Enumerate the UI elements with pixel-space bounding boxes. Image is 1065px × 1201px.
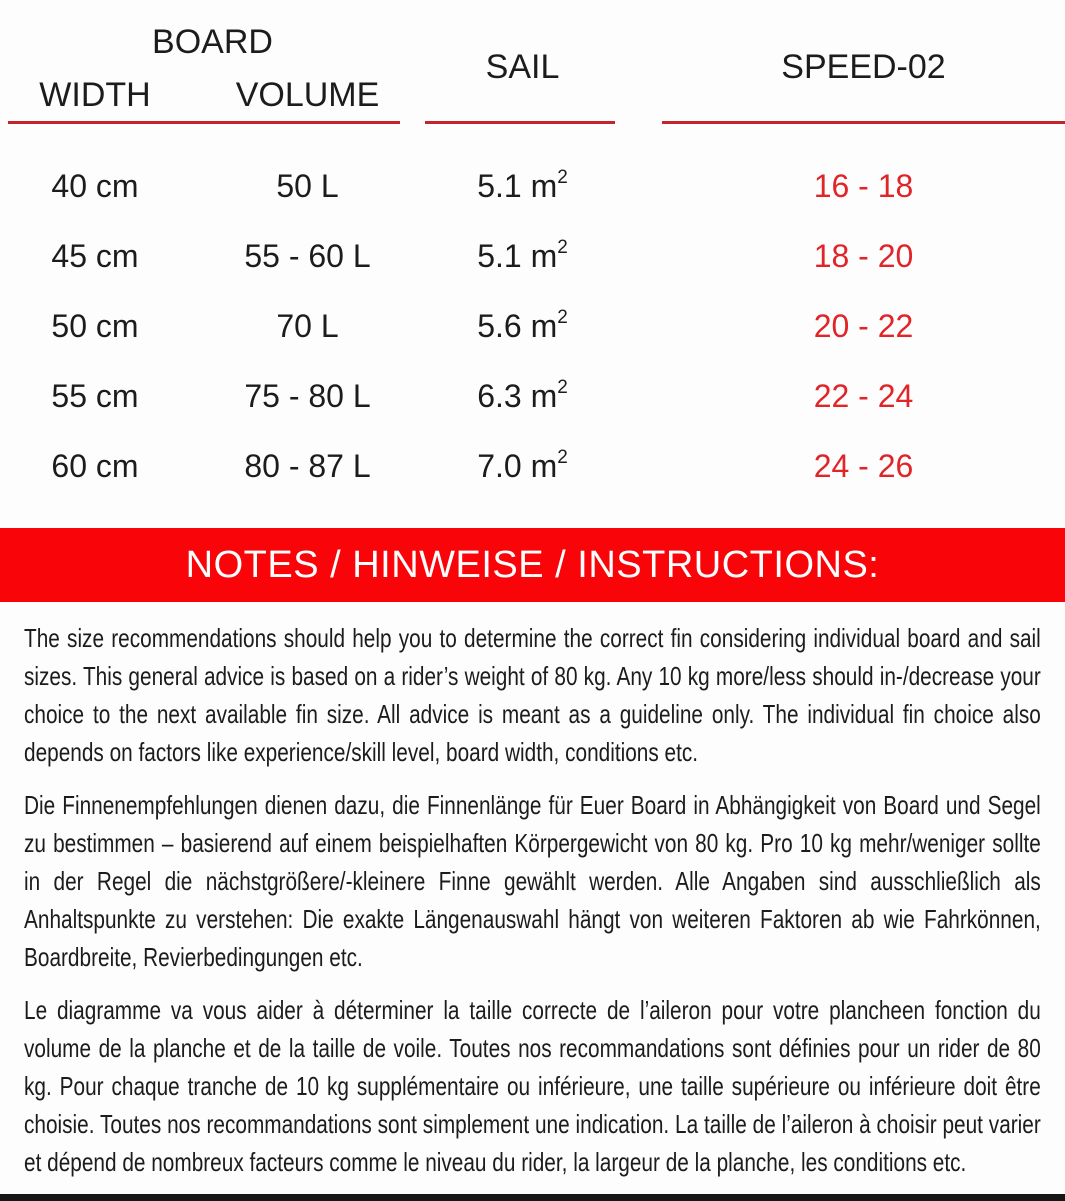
notes-section	[0, 602, 1065, 1181]
cell-speed-range: 20 - 22	[813, 307, 914, 344]
header-col-speed	[620, 14, 1065, 121]
squared-superscript: 2	[557, 376, 568, 398]
squared-superscript: 2	[557, 166, 568, 188]
header-col-speed-label: SPEED-02	[781, 48, 946, 86]
squared-superscript: 2	[557, 236, 568, 258]
notes-banner-title: NOTES / HINWEISE / INSTRUCTIONS:	[185, 543, 880, 586]
header-rule-sail	[425, 121, 615, 124]
note-paragraph-french: Le diagramme va vous aider à déterminer la taille correcte de l’aileron pour votre plancheen fonction du volume de la planche et de la taille de voile. Toutes nos recommandations sont définies pour un rider de 80 kg. Pour chaque tranche de 10 kg supplémentaire ou inférieure, une taille supérieure ou inférieure doit être choisie. Toutes nos recommandations sont simplement une indication. La taille de l’aileron à choisir peut varier et dépend de nombreux facteurs comme le niveau du rider, la largeur de la planche, les conditions etc.	[24, 995, 1041, 1177]
note-paragraph-english: The size recommendations should help you to determine the correct fin considering individual board and sail sizes. This general advice is based on a rider’s weight of 80 kg. Any 10 kg more/less should in-/decrease your choice to the next available fin size. All advice is meant as a guideline only. The individual fin choice also depends on factors like experience/skill level, board width, conditions etc.	[24, 623, 1041, 767]
header-col-volume-label: VOLUME	[235, 76, 380, 114]
header-col-sail-label: SAIL	[485, 48, 560, 86]
squared-superscript: 2	[557, 446, 568, 468]
cell-board-volume: 75 - 80 L	[244, 377, 371, 414]
cell-board-volume: 80 - 87 L	[244, 447, 371, 484]
header-rule-board	[8, 121, 400, 124]
cell-speed-range: 18 - 20	[813, 237, 914, 274]
header-col-sail	[425, 14, 620, 121]
cell-board-width: 40 cm	[51, 167, 139, 204]
header-col-volume	[190, 70, 425, 121]
cell-board-volume: 50 L	[276, 167, 339, 204]
cell-sail-size: 7.0 $m^2$	[477, 446, 568, 484]
table-header	[0, 14, 1065, 121]
squared-superscript: 2	[557, 306, 568, 328]
table-row	[0, 431, 1065, 501]
cell-sail-size: 5.6 $m^2$	[477, 306, 568, 344]
fin-size-chart	[0, 0, 1065, 501]
cell-speed-range: 22 - 24	[813, 377, 914, 414]
cell-board-width: 60 cm	[51, 447, 139, 484]
cell-board-width: 45 cm	[51, 237, 139, 274]
cell-board-width: 55 cm	[51, 377, 139, 414]
note-paragraph-german: Die Finnenempfehlungen dienen dazu, die Finnenlänge für Euer Board in Abhängigkeit von Board und Segel zu bestimmen – basierend auf einem beispielhaften Körpergewicht von 80 kg. Pro 10 kg mehr/weniger sollte in der Regel die nächstgrößere/-kleinere Finne gewählt werden. Alle Angaben sind ausschließlich als Anhaltspunkte zu verstehen: Die exakte Längenauswahl hängt von weiteren Faktoren ab wie Fahrkönnen, Boardbreite, Revierbedingungen etc.	[24, 790, 1041, 972]
table-row	[0, 291, 1065, 361]
cell-board-volume: 55 - 60 L	[244, 237, 371, 274]
cell-sail-size: 5.1 $m^2$	[477, 236, 568, 274]
header-group-board	[0, 14, 425, 70]
bottom-bar	[0, 1194, 1065, 1201]
cell-speed-range: 16 - 18	[813, 167, 914, 204]
cell-sail-size: 6.3 $m^2$	[477, 376, 568, 414]
cell-speed-range: 24 - 26	[813, 447, 914, 484]
header-group-board-label: BOARD	[152, 22, 273, 61]
header-col-width-label: WIDTH	[39, 76, 151, 114]
table-row	[0, 151, 1065, 221]
table-body	[0, 125, 1065, 501]
header-rule-speed	[662, 121, 1065, 124]
cell-sail-size: 5.1 $m^2$	[477, 166, 568, 204]
table-row	[0, 221, 1065, 291]
cell-board-width: 50 cm	[51, 307, 139, 344]
header-col-width	[0, 70, 190, 121]
notes-banner	[0, 528, 1065, 602]
table-row	[0, 361, 1065, 431]
cell-board-volume: 70 L	[276, 307, 339, 344]
